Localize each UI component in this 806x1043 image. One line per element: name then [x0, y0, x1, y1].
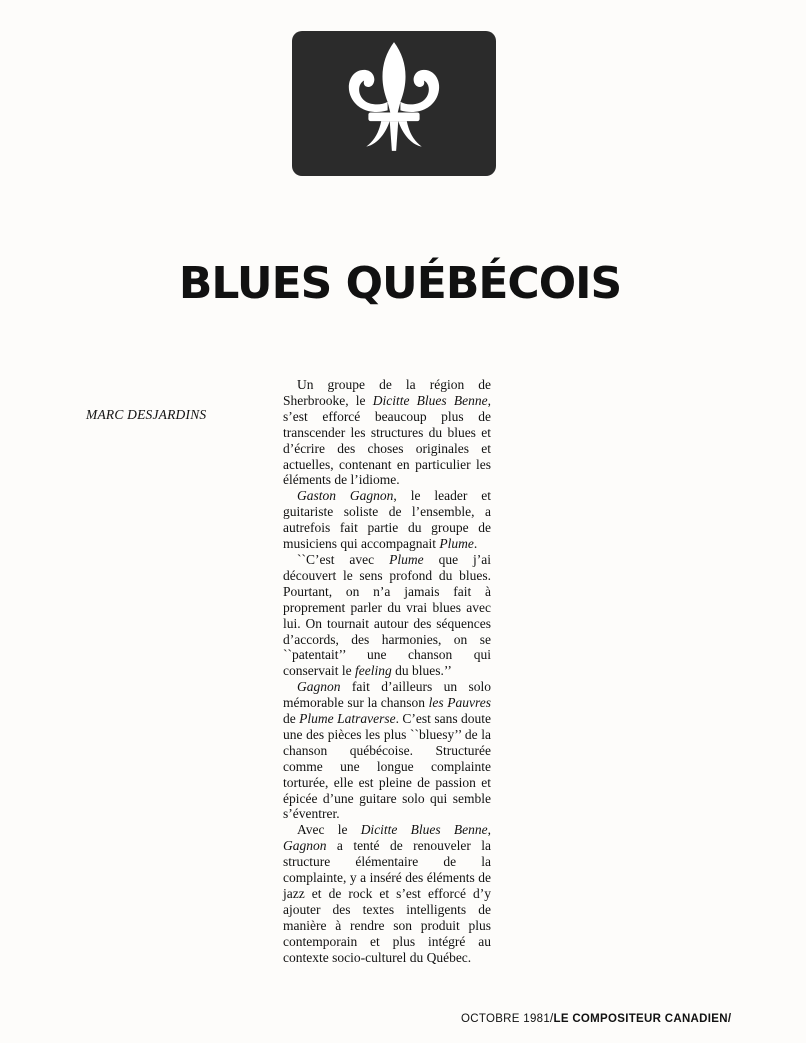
page-footer	[461, 1013, 731, 1025]
italic-text: Dicitte Blues Benne	[360, 822, 488, 838]
italic-text: les Pauvres	[428, 695, 492, 711]
text: , s’est efforcé beaucoup plus de transcender les structures du blues et d’écrire des choses originales et actuelles, contenant en particulier les éléments de l’idiome.	[283, 392, 491, 488]
italic-text: Gagnon	[297, 679, 341, 695]
text: du blues.’’	[391, 663, 452, 679]
text: que j’ai découvert le sens profond du blues. Pourtant, on n’a jamais fait à proprement parler du vrai blues avec lui. On tournait autour des séquences d’accords, des harmonies, on se ``patentait’’ une chanson qui conservait le	[283, 551, 492, 679]
italic-text: Plume	[439, 536, 474, 552]
article-paragraph	[283, 377, 491, 488]
text: ``C’est avec	[297, 551, 390, 567]
text: Un groupe de la région de Sherbrooke, le	[283, 377, 491, 408]
italic-text: Dicitte Blues Benne	[372, 392, 488, 408]
italic-text: Gagnon	[283, 838, 327, 854]
article-title: BLUES QUÉBÉCOIS	[178, 258, 622, 309]
text: a tenté de renouveler la structure élémentaire de la complainte, y a inséré des éléments de jazz et de rock et s’est efforcé d’y ajouter des textes intelligents de manière à rendre son produit plus contemporain et plus intégré au contexte socio-culturel du Québec.	[283, 838, 491, 965]
author-byline: MARC DESJARDINS	[86, 407, 207, 422]
text: .	[473, 536, 478, 552]
text: Avec le	[297, 822, 361, 838]
text: de	[283, 711, 300, 727]
text: , le leader et guitariste soliste de l’ensemble, a autrefois fait partie du groupe de musiciens qui accompagnait	[283, 488, 491, 552]
footer-publication: LE COMPOSITEUR CANADIEN/	[553, 1013, 732, 1025]
article-paragraph	[283, 679, 491, 822]
article-body	[283, 377, 491, 966]
italic-text: feeling	[354, 663, 392, 679]
text: ,	[487, 822, 491, 838]
article-paragraph	[283, 552, 491, 679]
text: fait d’ailleurs un solo mémorable sur la chanson	[283, 679, 491, 711]
italic-text: Gaston Gagnon	[297, 488, 394, 504]
logo	[292, 31, 496, 176]
article-paragraph	[283, 822, 491, 965]
italic-text: Plume	[389, 551, 424, 567]
footer-date: OCTOBRE 1981/	[461, 1013, 554, 1025]
text: . C’est sans doute une des pièces les plus ``bluesy’’ de la chanson québécoise. Structurée comme une longue complainte torturée, elle est pleine de passion et épicée d’une guitare solo qui semble s’éventrer.	[283, 711, 491, 822]
fleur-de-lis-icon	[339, 40, 449, 168]
italic-text: Plume Latraverse	[299, 711, 396, 727]
article-paragraph	[283, 488, 491, 552]
